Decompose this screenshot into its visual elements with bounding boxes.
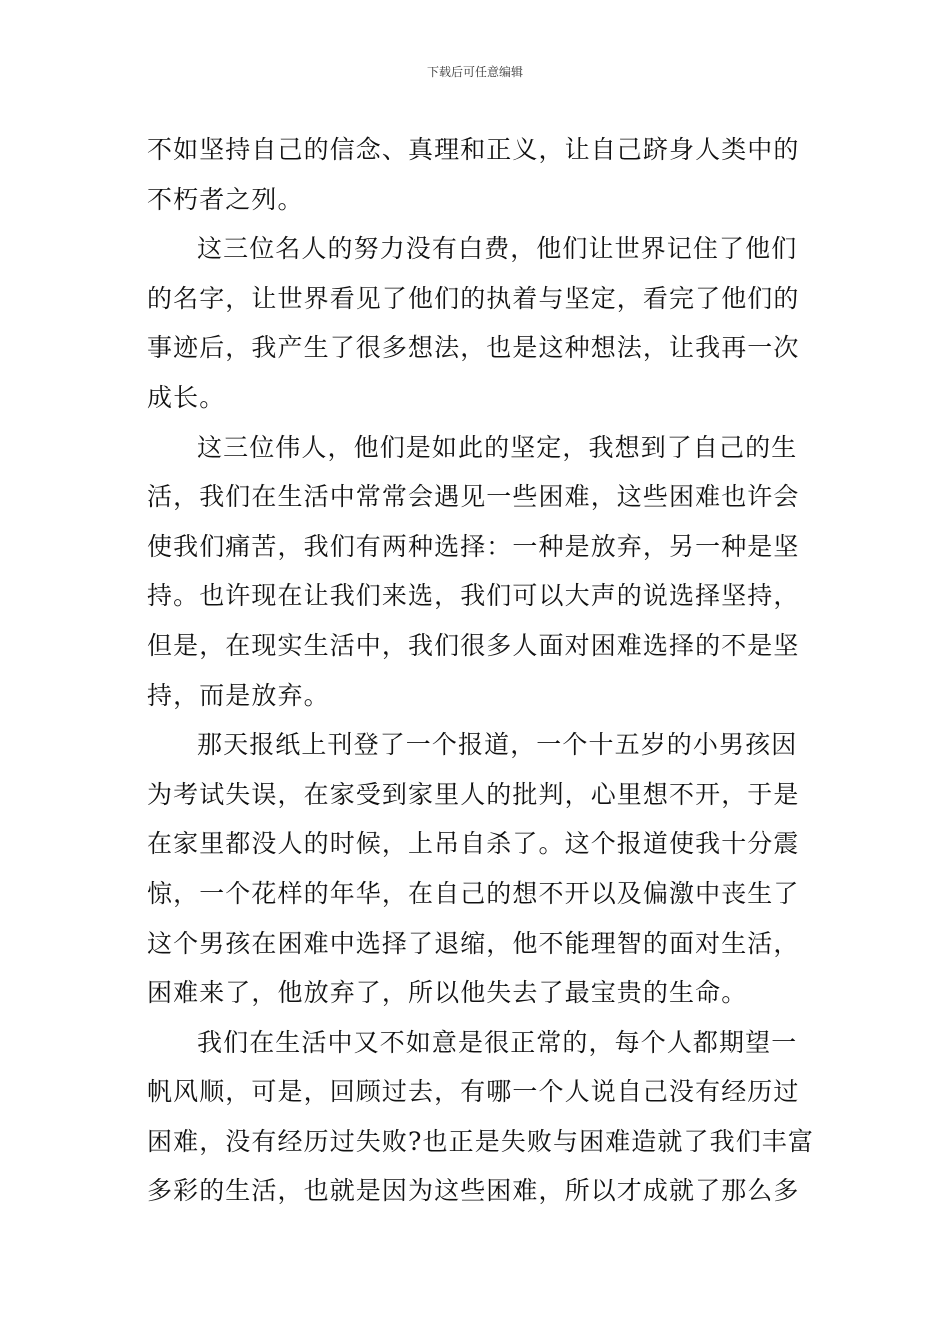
page-header: 下载后可任意编辑	[426, 65, 523, 79]
text-line: 使我们痛苦，我们有两种选择：一种是放弃，另一种是坚	[147, 531, 800, 561]
text-line: 的名字，让世界看见了他们的执着与坚定，看完了他们的	[147, 283, 800, 313]
text-line: 持，而是放弃。	[147, 680, 330, 710]
text-line: 活，我们在生活中常常会遇见一些困难，这些困难也许会	[147, 482, 800, 512]
text-line: 事迹后，我产生了很多想法，也是这种想法，让我再一次	[147, 333, 800, 363]
text-line: 这个男孩在困难中选择了退缩，他不能理智的面对生活，	[147, 928, 800, 958]
text-line: 帆风顺，可是，回顾过去，有哪一个人说自己没有经历过	[147, 1077, 800, 1107]
text-line: 惊，一个花样的年华，在自己的想不开以及偏激中丧生了	[147, 878, 800, 908]
text-line: 为考试失误，在家受到家里人的批判，心里想不开，于是	[147, 779, 800, 809]
text-line: 这三位伟人，他们是如此的坚定，我想到了自己的生	[197, 432, 798, 462]
text-line: 多彩的生活，也就是因为这些困难，所以才成就了那么多	[147, 1176, 800, 1206]
text-line: 困难来了，他放弃了，所以他失去了最宝贵的生命。	[147, 978, 748, 1008]
text-line: 在家里都没人的时候，上吊自杀了。这个报道使我十分震	[147, 829, 800, 859]
text-line: 那天报纸上刊登了一个报道，一个十五岁的小男孩因	[197, 730, 798, 760]
text-line: 不朽者之列。	[147, 184, 304, 214]
text-line: 这三位名人的努力没有白费，他们让世界记住了他们	[197, 234, 798, 264]
text-line: 持。也许现在让我们来选，我们可以大声的说选择坚持，	[147, 581, 800, 611]
text-line: 困难，没有经历过失败?也正是失败与困难造就了我们丰富	[147, 1126, 815, 1156]
text-line: 成长。	[147, 382, 226, 412]
text-line: 不如坚持自己的信念、真理和正义，让自己跻身人类中的	[147, 135, 800, 164]
text-line: 我们在生活中又不如意是很正常的，每个人都期望一	[197, 1027, 798, 1057]
text-line: 但是，在现实生活中，我们很多人面对困难选择的不是坚	[147, 630, 800, 660]
body-text	[147, 125, 815, 1216]
